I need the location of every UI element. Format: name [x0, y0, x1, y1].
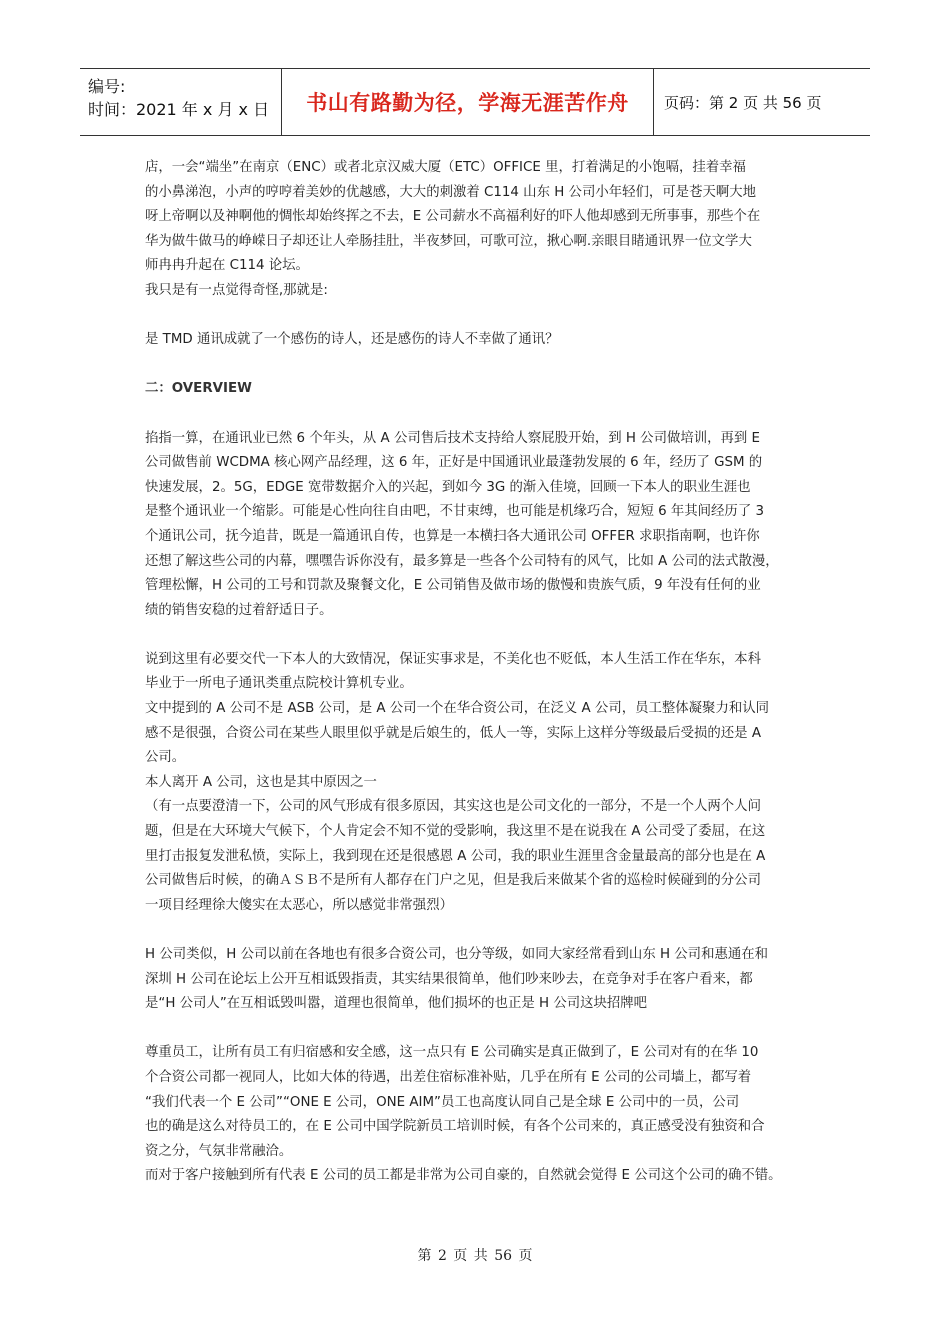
text-line: 掐指一算，在通讯业已然 6 个年头，从 A 公司售后技术支持给人察屁股开始，到 H 公司做培训，再到 E [145, 430, 761, 446]
paragraph-overview [145, 427, 817, 624]
text-line: 感不是很强，合资公司在某些人眼里似乎就是后娘生的，低人一等，实际上这样分等级最后受损的还是 A [145, 725, 761, 741]
paragraph-background [145, 648, 817, 919]
text-line: “我们代表一个 E 公司”“ONE E 公司，ONE AIM”员工也高度认同自己是全球 E 公司中的一员，公司 [145, 1094, 740, 1110]
footer-page-number: 第 2 页 共 56 页 [417, 1248, 533, 1264]
text-line: 而对于客户接触到所有代表 E 公司的员工都是非常为公司自豪的，自然就会觉得 E 公司这个公司的确不错。 [145, 1168, 782, 1184]
text-line: 快速发展，2。5G，EDGE 宽带数据介入的兴起，到如今 3G 的渐入佳境，回顾一下本人的职业生涯也 [145, 479, 751, 495]
text-line: 公司。 [145, 750, 186, 766]
header-motto: 书山有路勤为径，学海无涯苦作舟 [306, 91, 629, 115]
text-line: 说到这里有必要交代一下本人的大致情况，保证实事求是，不美化也不贬低，本人生活工作在华东，本科 [145, 651, 761, 667]
section-heading: 二：OVERVIEW [145, 381, 252, 397]
text-line: 是“H 公司人”在互相诋毁叫嚣，道理也很简单，他们损坏的也正是 H 公司这块招牌吧 [145, 996, 648, 1012]
text-line: 本人离开 A 公司，这也是其中原因之一 [145, 774, 377, 790]
header-meta-cell [80, 69, 282, 135]
paragraph-intro [145, 156, 817, 304]
text-line: H 公司类似，H 公司以前在各地也有很多合资公司，也分等级，如同大家经常看到山东 H 公司和惠通在和 [145, 947, 769, 962]
document-number-label: 编号: [88, 77, 126, 96]
page-footer [0, 1245, 950, 1265]
header-motto-cell [282, 69, 654, 135]
text-line: 呀上帝啊以及神啊他的惆怅却始终挥之不去，E 公司薪水不高福利好的吓人他却感到无所事事，那些个在 [145, 209, 761, 225]
text-line: 尊重员工，让所有员工有归宿感和安全感，这一点只有 E 公司确实是真正做到了，E 公司对有的在华 10 [145, 1045, 759, 1061]
text-line: 的小鼻涕泡，小声的哼哼着美妙的优越感，大大的刺激着 C114 山东 H 公司小年轻们，可是苍天啊大地 [145, 184, 757, 200]
text-line: 公司做售前 WCDMA 核心网产品经理，这 6 年，正好是中国通讯业最蓬勃发展的 6 年，经历了 GSM 的 [145, 455, 763, 471]
header-page-info: 页码：第 2 页 共 56 页 [664, 93, 822, 112]
paragraph-e-company [145, 1041, 817, 1189]
page-header [80, 68, 870, 136]
paragraph-h-company [145, 943, 817, 1017]
text-line: 也的确是这么对待员工的，在 E 公司中国学院新员工培训时候，有各个公司来的，真正感受没有独资和合 [145, 1119, 765, 1135]
text-line: 资之分，气氛非常融洽。 [145, 1143, 293, 1159]
text-line: 公司做售后时候，的确ＡＳＢ不是所有人都存在门户之见，但是我后来做某个省的巡检时候碰到的分公司 [145, 873, 761, 889]
text-line: 师冉冉升起在 C114 论坛。 [145, 258, 309, 274]
text-line: 店，一会“端坐”在南京（ENC）或者北京汉威大厦（ETC）OFFICE 里，打着满足的小饱嗝，挂着幸福 [145, 160, 746, 175]
text-line: 绩的销售安稳的过着舒适日子。 [145, 602, 333, 618]
text-line: 一项目经理徐大傻实在太恶心，所以感觉非常强烈） [145, 897, 453, 913]
document-body [145, 156, 817, 1189]
text-line: 个合资公司都一视同人，比如大体的待遇，出差住宿标准补贴，几乎在所有 E 公司的公司墙上，都写着 [145, 1069, 752, 1085]
text-line: 文中提到的 A 公司不是 ASB 公司，是 A 公司一个在华合资公司，在泛义 A 公司，员工整体凝聚力和认同 [145, 701, 770, 717]
text-line: （有一点要澄清一下，公司的风气形成有很多原因，其实这也是公司文化的一部分，不是一个人两个人问 [145, 799, 761, 815]
text-line: 题，但是在大环境大气候下，个人肯定会不知不觉的受影响，我这里不是在说我在 A 公司受了委屈，在这 [145, 824, 766, 840]
text-line: 华为做牛做马的峥嵘日子却还让人牵肠挂肚，半夜梦回，可歌可泣，揪心啊.亲眼目睹通讯界一位文学大 [145, 233, 752, 249]
document-date: 时间：2021 年 x 月 x 日 [88, 100, 270, 119]
text-line: 我只是有一点觉得奇怪,那就是: [145, 282, 328, 298]
text-line: 个通讯公司，抚今追昔，既是一篇通讯自传，也算是一本横扫各大通讯公司 OFFER 求职指南啊，也许你 [145, 528, 760, 544]
question-line: 是 TMD 通讯成就了一个感伤的诗人，还是感伤的诗人不幸做了通讯？ [145, 332, 559, 348]
text-line: 是整个通讯业一个缩影。可能是心性向往自由吧，不甘束缚，也可能是机缘巧合，短短 6 年其间经历了 3 [145, 504, 764, 520]
text-line: 深圳 H 公司在论坛上公开互相诋毁指责，其实结果很简单，他们吵来吵去，在竞争对手在客户看来，都 [145, 971, 753, 987]
text-line: 里打击报复发泄私愤，实际上，我到现在还是很感恩 A 公司，我的职业生涯里含金量最高的部分也是在 A [145, 848, 766, 864]
text-line: 管理松懈，H 公司的工号和罚款及聚餐文化，E 公司销售及做市场的傲慢和贵族气质，9 年没有任何的业 [145, 578, 761, 594]
header-page-cell [654, 69, 870, 135]
text-line: 还想了解这些公司的内幕，嘿嘿告诉你没有，最多算是一些各个公司特有的风气，比如 A 公司的法式散漫， [145, 553, 779, 569]
text-line: 毕业于一所电子通讯类重点院校计算机专业。 [145, 676, 413, 692]
